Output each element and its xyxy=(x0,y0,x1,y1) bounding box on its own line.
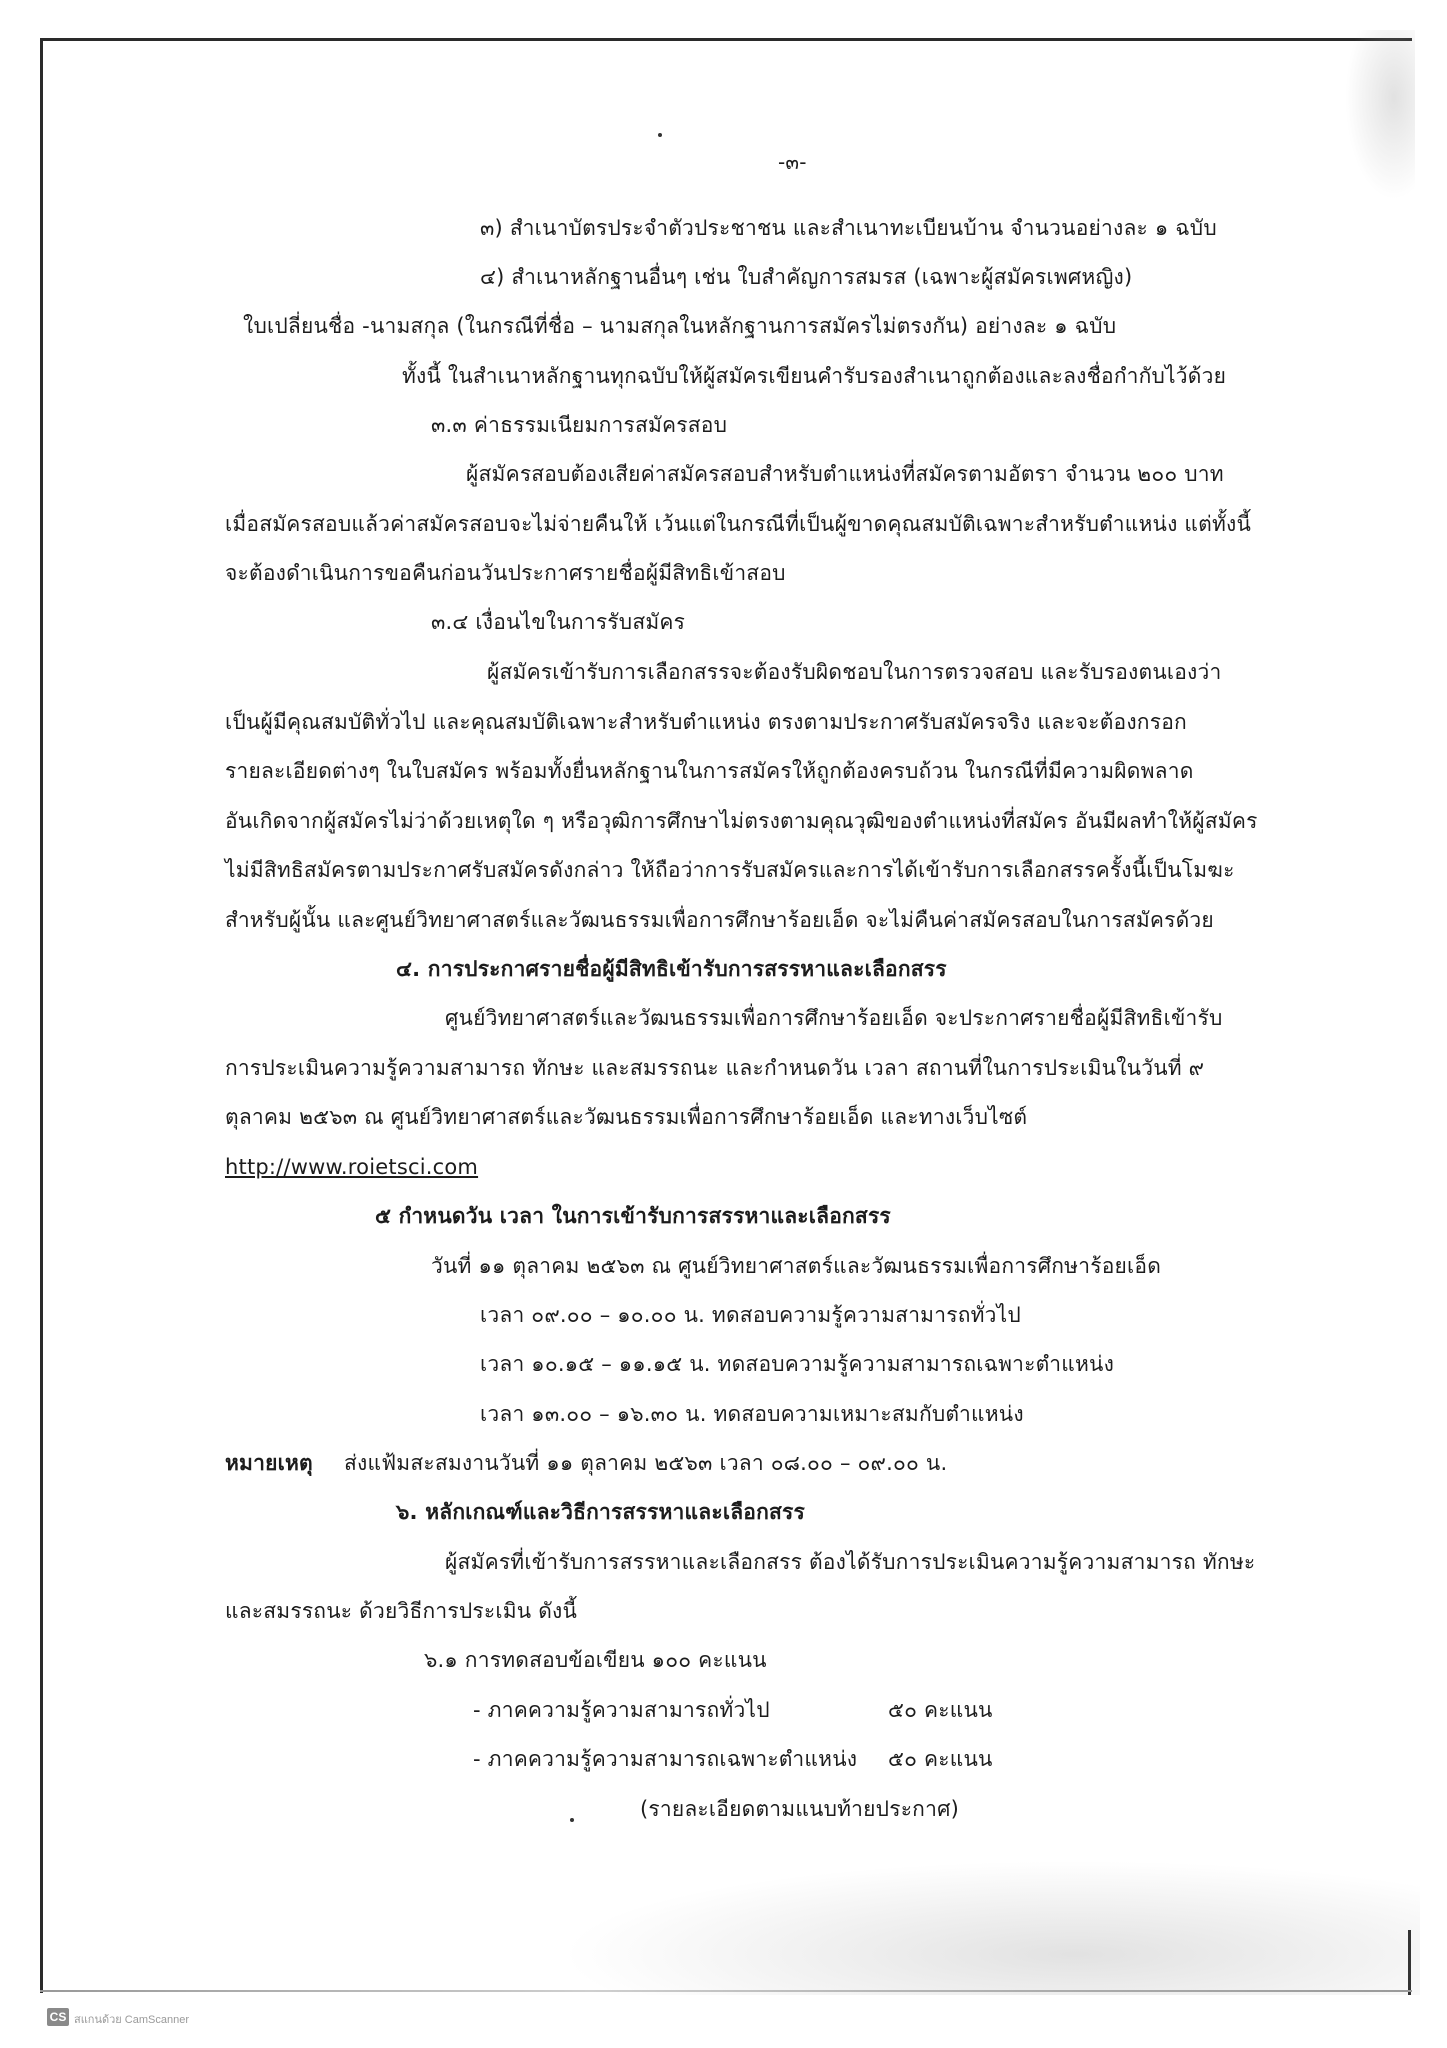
doc-line: เป็นผู้มีคุณสมบัติทั่วไป และคุณสมบัติเฉพาะสำหรับตำแหน่ง ตรงตามประกาศรับสมัครจริง และจะต้องกรอก xyxy=(225,710,1187,734)
doc-line: ผู้สมัครที่เข้ารับการสรรหาและเลือกสรร ต้องได้รับการประเมินความรู้ความสามารถ ทักษะ xyxy=(445,1550,1256,1574)
website-link[interactable]: http://www.roietsci.com xyxy=(225,1155,479,1179)
score-item-value: ๕๐ คะแนน xyxy=(888,1747,993,1771)
section-heading: ๖. หลักเกณฑ์และวิธีการสรรหาและเลือกสรร xyxy=(396,1500,805,1524)
doc-line: ตุลาคม ๒๕๖๓ ณ ศูนย์วิทยาศาสตร์และวัฒนธรรมเพื่อการศึกษาร้อยเอ็ด และทางเว็บไซต์ xyxy=(225,1105,1028,1129)
doc-line: (รายละเอียดตามแนบท้ายประกาศ) xyxy=(640,1797,960,1821)
doc-line: ผู้สมัครเข้ารับการเลือกสรรจะต้องรับผิดชอบในการตรวจสอบ และรับรองตนเองว่า xyxy=(487,660,1222,684)
doc-line: ศูนย์วิทยาศาสตร์และวัฒนธรรมเพื่อการศึกษาร้อยเอ็ด จะประกาศรายชื่อผู้มีสิทธิเข้ารับ xyxy=(445,1006,1223,1030)
section-heading: ๕ กำหนดวัน เวลา ในการเข้ารับการสรรหาและเลือกสรร xyxy=(375,1204,891,1228)
note-text: ส่งแฟ้มสะสมงานวันที่ ๑๑ ตุลาคม ๒๕๖๓ เวลา ๐๘.๐๐ – ๐๙.๐๐ น. xyxy=(344,1451,948,1475)
doc-line: อันเกิดจากผู้สมัครไม่ว่าด้วยเหตุใด ๆ หรือวุฒิการศึกษาไม่ตรงตามคุณวุฒิของตำแหน่งที่สมัคร อันมีผลทำให้ผู้สมัคร xyxy=(225,809,1258,833)
score-item-label: - ภาคความรู้ความสามารถเฉพาะตำแหน่ง xyxy=(473,1747,858,1771)
scan-speck xyxy=(658,133,662,137)
schedule-item: เวลา ๑๐.๑๕ – ๑๑.๑๕ น. ทดสอบความรู้ความสามารถเฉพาะตำแหน่ง xyxy=(480,1352,1115,1376)
score-item-label: - ภาคความรู้ความสามารถทั่วไป xyxy=(473,1698,770,1722)
score-item-value: ๕๐ คะแนน xyxy=(888,1698,993,1722)
note-label: หมายเหตุ xyxy=(225,1451,313,1475)
section-heading: ๓.๔ เงื่อนไขในการรับสมัคร xyxy=(431,610,686,634)
doc-line: เมื่อสมัครสอบแล้วค่าสมัครสอบจะไม่จ่ายคืนให้ เว้นแต่ในกรณีที่เป็นผู้ขาดคุณสมบัติเฉพาะสำหรับตำแหน่ง แต่ทั้งนี้ xyxy=(225,512,1252,536)
section-heading: ๔. การประกาศรายชื่อผู้มีสิทธิเข้ารับการสรรหาและเลือกสรร xyxy=(396,957,947,981)
doc-line: ทั้งนี้ ในสำเนาหลักฐานทุกฉบับให้ผู้สมัครเขียนคำรับรองสำเนาถูกต้องและลงชื่อกำกับไว้ด้วย xyxy=(402,364,1227,388)
doc-line: ไม่มีสิทธิสมัครตามประกาศรับสมัครดังกล่าว ให้ถือว่าการรับสมัครและการได้เข้ารับการเลือกสรรครั้งนี้เป็นโมฆะ xyxy=(225,858,1235,882)
doc-line: การประเมินความรู้ความสามารถ ทักษะ และสมรรถนะ และกำหนดวัน เวลา สถานที่ในการประเมินในวันที่ ๙ xyxy=(225,1056,1205,1080)
doc-line: วันที่ ๑๑ ตุลาคม ๒๕๖๓ ณ ศูนย์วิทยาศาสตร์และวัฒนธรรมเพื่อการศึกษาร้อยเอ็ด xyxy=(431,1254,1162,1278)
doc-line: ใบเปลี่ยนชื่อ -นามสกุล (ในกรณีที่ชื่อ – นามสกุลในหลักฐานการสมัครไม่ตรงกัน) อย่างละ ๑ ฉบับ xyxy=(243,314,1117,338)
section-heading: ๓.๓ ค่าธรรมเนียมการสมัครสอบ xyxy=(431,413,728,437)
page-number: -๓- xyxy=(778,150,807,174)
section-heading: ๖.๑ การทดสอบข้อเขียน ๑๐๐ คะแนน xyxy=(424,1648,767,1672)
camscanner-logo: CS xyxy=(47,2008,69,2026)
schedule-item: เวลา ๑๓.๐๐ – ๑๖.๓๐ น. ทดสอบความเหมาะสมกับตำแหน่ง xyxy=(480,1402,1024,1426)
doc-line: ๔) สำเนาหลักฐานอื่นๆ เช่น ใบสำคัญการสมรส (เฉพาะผู้สมัครเพศหญิง) xyxy=(480,265,1133,289)
doc-line: และสมรรถนะ ด้วยวิธีการประเมิน ดังนี้ xyxy=(225,1599,578,1623)
doc-line: จะต้องดำเนินการขอคืนก่อนวันประกาศรายชื่อผู้มีสิทธิเข้าสอบ xyxy=(225,561,786,585)
scan-speck xyxy=(570,1818,574,1822)
camscanner-label: สแกนด้วย CamScanner xyxy=(74,2014,190,2026)
doc-line: สำหรับผู้นั้น และศูนย์วิทยาศาสตร์และวัฒนธรรมเพื่อการศึกษาร้อยเอ็ด จะไม่คืนค่าสมัครสอบในการสมัครด้วย xyxy=(225,908,1214,932)
doc-line: รายละเอียดต่างๆ ในใบสมัคร พร้อมทั้งยื่นหลักฐานในการสมัครให้ถูกต้องครบถ้วน ในกรณีที่มีความผิดพลาด xyxy=(225,759,1194,783)
doc-line: ผู้สมัครสอบต้องเสียค่าสมัครสอบสำหรับตำแหน่งที่สมัครตามอัตรา จำนวน ๒๐๐ บาท xyxy=(466,462,1224,486)
schedule-item: เวลา ๐๙.๐๐ – ๑๐.๐๐ น. ทดสอบความรู้ความสามารถทั่วไป xyxy=(480,1303,1021,1327)
scan-corner-shadow xyxy=(1345,30,1415,200)
scan-shadow xyxy=(560,1860,1420,1995)
doc-line: ๓) สำเนาบัตรประจำตัวประชาชน และสำเนาทะเบียนบ้าน จำนวนอย่างละ ๑ ฉบับ xyxy=(480,216,1217,240)
